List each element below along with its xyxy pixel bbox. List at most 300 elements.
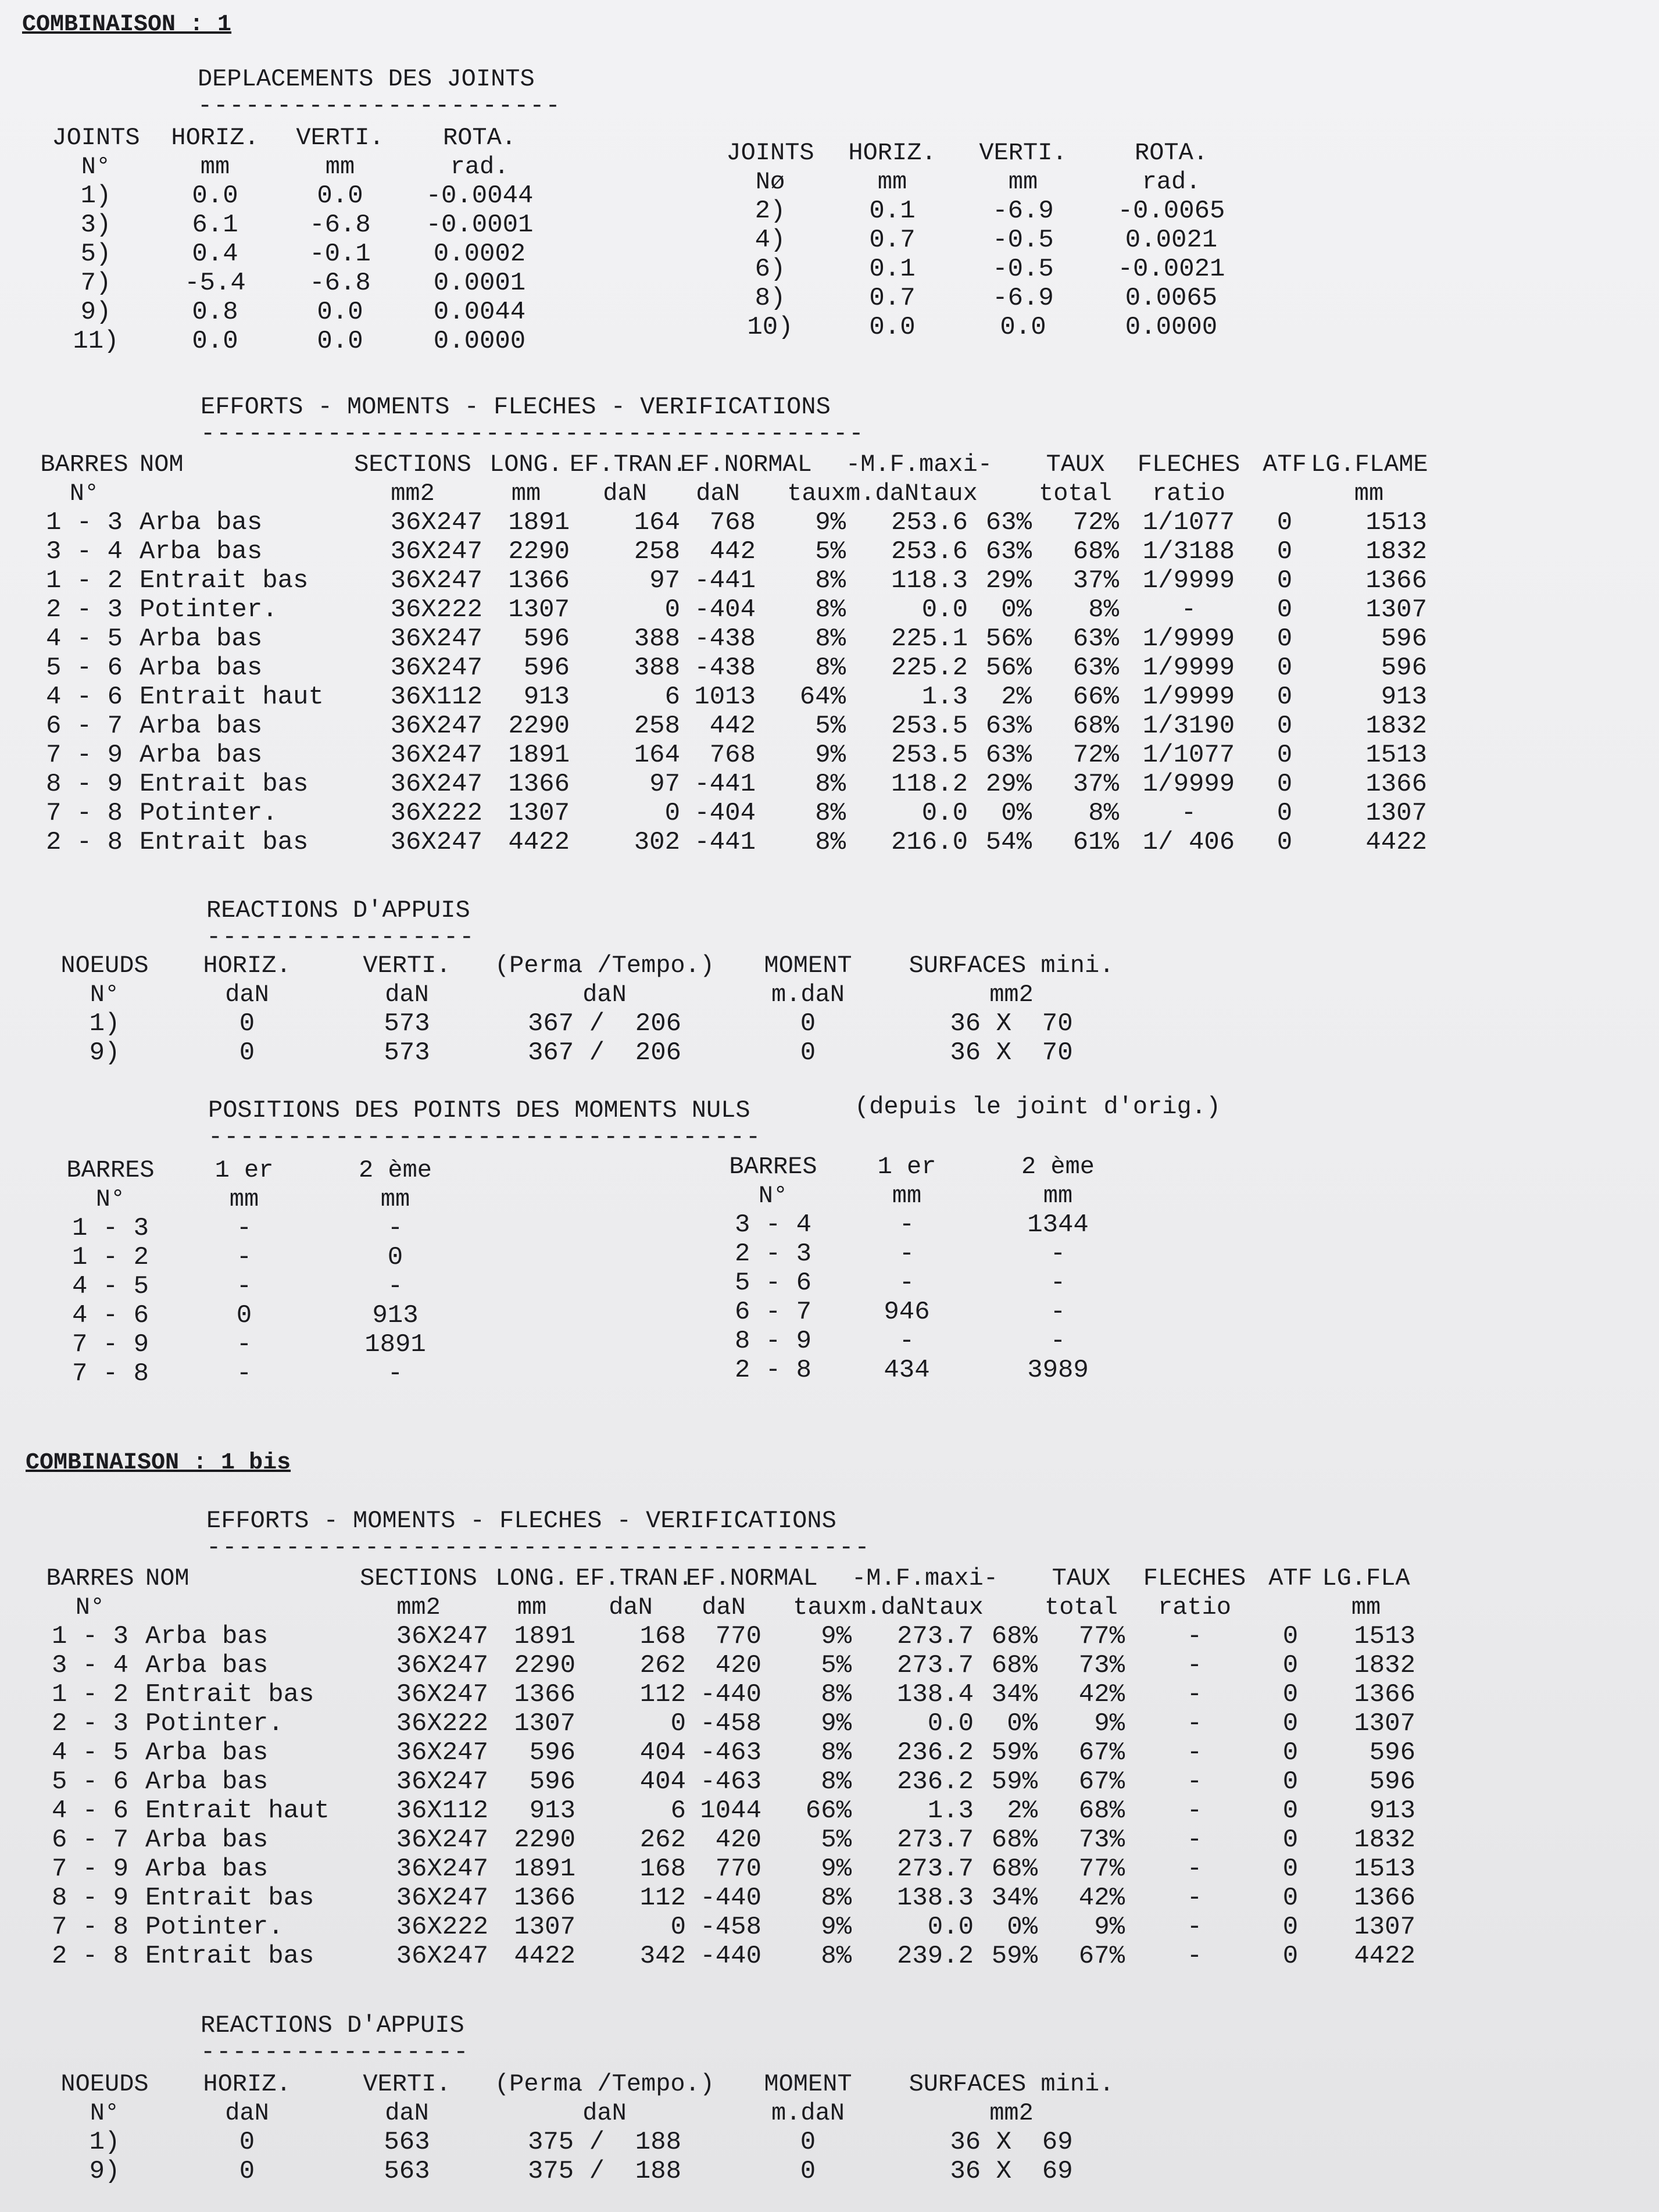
table-cell: 59% xyxy=(991,1738,1038,1767)
table-cell: 9% xyxy=(815,741,846,770)
table-cell: 1/3190 xyxy=(1142,712,1235,741)
table-cell: 946 xyxy=(884,1298,930,1327)
table-cell: 273.7 xyxy=(896,1622,974,1651)
table-cell: 77% xyxy=(1078,1854,1125,1884)
table-cell: 112 xyxy=(639,1680,686,1709)
table-cell: 11) xyxy=(73,327,119,356)
table-cell: 0 xyxy=(1282,1709,1299,1738)
table-cell: 36X247 xyxy=(396,1767,488,1796)
table-cell: - xyxy=(1181,799,1197,828)
table-cell: 36X247 xyxy=(396,1884,488,1913)
table-cell: 1832 xyxy=(1354,1651,1415,1680)
table-cell: 0 xyxy=(1282,1738,1299,1767)
table-cell: 66% xyxy=(1072,682,1119,712)
table-cell: 8 - 9 xyxy=(734,1327,812,1356)
table-cell: 1 - 2 xyxy=(71,1243,149,1272)
efforts-bis-title: EFFORTS - MOMENTS - FLECHES - VERIFICATIONS xyxy=(206,1507,836,1535)
table-cell: 0 xyxy=(1277,682,1293,712)
table-cell: - xyxy=(1186,1854,1203,1884)
column-header: EF.TRAN. xyxy=(570,451,687,478)
column-header: -M.F.maxi- xyxy=(852,1564,999,1592)
table-cell: 3) xyxy=(80,210,112,240)
table-cell: - xyxy=(236,1243,252,1272)
table-cell: 563 xyxy=(384,2128,430,2157)
table-cell: 67% xyxy=(1078,1767,1125,1796)
table-cell: 258 xyxy=(634,712,680,741)
table-cell: - xyxy=(1186,1767,1203,1796)
table-cell: - xyxy=(899,1239,915,1268)
table-cell: 2) xyxy=(755,196,786,226)
table-cell: 1891 xyxy=(514,1622,575,1651)
column-header: Nø xyxy=(755,168,785,196)
table-cell: 8% xyxy=(1088,595,1119,624)
column-header xyxy=(974,1564,1038,1593)
table-cell: 4 - 6 xyxy=(71,1301,149,1330)
column-header xyxy=(756,450,846,479)
table-cell: 5% xyxy=(821,1651,852,1680)
table-cell: 1891 xyxy=(508,508,570,537)
table-cell: 9) xyxy=(89,1038,120,1067)
positions-subtitle: (depuis le joint d'orig.) xyxy=(854,1093,1221,1121)
column-header: rad. xyxy=(450,153,509,181)
table-cell: 4422 xyxy=(1354,1942,1415,1971)
table-cell: 5% xyxy=(821,1825,852,1854)
table-cell: 8% xyxy=(815,799,846,828)
table-cell: 2 - 8 xyxy=(734,1356,812,1385)
column-header: JOINTS xyxy=(726,139,814,167)
table-cell: -440 xyxy=(700,1680,761,1709)
table-cell: 1832 xyxy=(1365,712,1427,741)
table-cell: 34% xyxy=(991,1680,1038,1709)
column-header: SECTIONS xyxy=(360,1564,477,1592)
table-cell: -0.1 xyxy=(309,240,371,269)
bar-name: Arba bas xyxy=(145,1825,269,1854)
column-header xyxy=(1264,1593,1317,1622)
table-cell: 563 xyxy=(384,2157,430,2186)
table-cell: 596 xyxy=(523,624,570,653)
table-cell: -0.0065 xyxy=(1117,196,1225,226)
table-cell: 6.1 xyxy=(192,210,238,240)
column-header: m.daN xyxy=(771,2099,845,2127)
table-cell: 1 - 2 xyxy=(51,1680,129,1709)
table-cell: 596 xyxy=(1369,1767,1415,1796)
table-cell: 913 xyxy=(1369,1796,1415,1825)
column-header: LONG. xyxy=(489,451,563,478)
table-cell: 1307 xyxy=(1354,1709,1415,1738)
table-cell: 0.7 xyxy=(869,284,916,313)
column-header: mm2 xyxy=(396,1593,441,1621)
table-cell: - xyxy=(1186,1709,1203,1738)
table-cell: 1891 xyxy=(514,1854,575,1884)
table-cell: -463 xyxy=(700,1738,761,1767)
table-cell: - xyxy=(1186,1942,1203,1971)
table-cell: 1.3 xyxy=(921,682,968,712)
table-cell: 36X247 xyxy=(396,1651,488,1680)
table-cell: 1307 xyxy=(1365,799,1427,828)
column-header: daN xyxy=(702,1593,746,1621)
table-cell: - xyxy=(1050,1298,1066,1327)
table-cell: 2 - 3 xyxy=(45,595,123,624)
table-cell: 1/3188 xyxy=(1142,537,1235,566)
column-header: ROTA. xyxy=(442,124,517,152)
table-cell: 367 / 206 xyxy=(527,1009,682,1038)
bar-name: Arba bas xyxy=(140,653,263,682)
table-cell: 404 xyxy=(639,1767,686,1796)
table-cell: 913 xyxy=(372,1301,419,1330)
table-cell: 0% xyxy=(1001,595,1032,624)
table-cell: 0 xyxy=(239,2157,255,2186)
column-header: VERTI. xyxy=(363,952,451,980)
table-cell: 0 xyxy=(664,595,680,624)
column-header: 1 er xyxy=(877,1153,936,1181)
table-cell: 0 xyxy=(664,799,680,828)
table-cell: 10) xyxy=(747,313,793,342)
table-cell: 9% xyxy=(821,1709,852,1738)
table-cell: -463 xyxy=(700,1767,761,1796)
table-cell: -0.0021 xyxy=(1117,255,1225,284)
table-cell: 63% xyxy=(985,508,1032,537)
column-header: mm xyxy=(511,480,541,508)
table-cell: 1513 xyxy=(1365,741,1427,770)
table-cell: 262 xyxy=(639,1825,686,1854)
column-header: LONG. xyxy=(495,1564,569,1592)
column-header: N° xyxy=(95,1185,126,1213)
table-cell: 36X222 xyxy=(390,799,482,828)
table-cell: 1/1077 xyxy=(1142,741,1235,770)
table-cell: 36X247 xyxy=(390,537,482,566)
reactions-bis-title: REACTIONS D'APPUIS xyxy=(201,2011,464,2039)
table-cell: 0 xyxy=(1277,624,1293,653)
column-header: daN xyxy=(603,480,647,508)
table-cell: 913 xyxy=(1381,682,1427,712)
table-cell: 0 xyxy=(800,1009,816,1038)
table-cell: 42% xyxy=(1078,1680,1125,1709)
column-header: BARRES xyxy=(40,451,128,478)
table-cell: 36X247 xyxy=(396,1680,488,1709)
table-cell: 29% xyxy=(985,566,1032,595)
column-header xyxy=(140,479,343,508)
table-cell: 97 xyxy=(649,770,680,799)
table-cell: 97 xyxy=(649,566,680,595)
table-cell: 2290 xyxy=(514,1651,575,1680)
table-cell: 1) xyxy=(89,2128,120,2157)
table-cell: 596 xyxy=(1381,624,1427,653)
bar-name: Arba bas xyxy=(140,508,263,537)
bar-name: Arba bas xyxy=(140,537,263,566)
column-header: 2 ème xyxy=(1021,1153,1095,1181)
table-cell: 4 - 6 xyxy=(51,1796,129,1825)
table-cell: 0 xyxy=(1282,1942,1299,1971)
efforts-bis-rule: ------------------------------------------ xyxy=(206,1534,871,1561)
column-header: daN xyxy=(385,981,429,1009)
table-cell: 1/9999 xyxy=(1142,566,1235,595)
column-header: BARRES xyxy=(729,1153,817,1181)
table-cell: 0 xyxy=(1277,653,1293,682)
table-cell: 236.2 xyxy=(896,1767,974,1796)
column-header: ATF xyxy=(1268,1564,1313,1592)
table-cell: 1/1077 xyxy=(1142,508,1235,537)
table-cell: 1307 xyxy=(508,595,570,624)
table-cell: 0 xyxy=(1282,1796,1299,1825)
table-cell: 0% xyxy=(1007,1709,1038,1738)
table-cell: 0 xyxy=(1277,741,1293,770)
table-cell: 9% xyxy=(821,1622,852,1651)
table-cell: 0.0 xyxy=(317,298,363,327)
column-header: BARRES xyxy=(66,1156,155,1184)
table-cell: 5 - 6 xyxy=(45,653,123,682)
table-cell: - xyxy=(899,1327,915,1356)
table-cell: 5 - 6 xyxy=(734,1268,812,1298)
table-cell: 0.1 xyxy=(869,255,916,284)
table-cell: - xyxy=(1050,1268,1066,1298)
efforts-table xyxy=(29,450,1427,857)
table-cell: 273.7 xyxy=(896,1651,974,1680)
table-cell: 262 xyxy=(639,1651,686,1680)
table-cell: 4) xyxy=(755,226,786,255)
table-cell: 596 xyxy=(529,1767,575,1796)
table-cell: 36X247 xyxy=(396,1622,488,1651)
column-header: m.daNtaux xyxy=(852,1593,984,1621)
column-header: N° xyxy=(81,153,111,181)
table-cell: 37% xyxy=(1072,566,1119,595)
table-cell: 7 - 9 xyxy=(71,1330,149,1359)
column-header: VERTI. xyxy=(979,139,1067,167)
table-cell: 4422 xyxy=(1365,828,1427,857)
table-cell: 1366 xyxy=(1365,770,1427,799)
table-cell: - xyxy=(1050,1327,1066,1356)
column-header: SURFACES mini. xyxy=(909,952,1114,980)
table-cell: 68% xyxy=(1072,537,1119,566)
bar-name: Entrait bas xyxy=(145,1680,314,1709)
table-cell: - xyxy=(899,1268,915,1298)
table-cell: 0 xyxy=(800,2128,816,2157)
column-header xyxy=(761,1564,852,1593)
column-header: daN xyxy=(225,981,269,1009)
table-cell: 0 xyxy=(1282,1680,1299,1709)
column-header: TAUX xyxy=(1052,1564,1111,1592)
table-cell: 36 X 70 xyxy=(950,1009,1073,1038)
table-cell: - xyxy=(1181,595,1197,624)
positions-table-left xyxy=(52,1156,471,1388)
table-cell: -6.8 xyxy=(309,269,371,298)
table-cell: 236.2 xyxy=(896,1738,974,1767)
table-cell: 56% xyxy=(985,624,1032,653)
table-cell: 68% xyxy=(991,1854,1038,1884)
table-cell: 1307 xyxy=(514,1709,575,1738)
table-cell: -441 xyxy=(694,566,756,595)
table-cell: 0.0 xyxy=(192,327,238,356)
table-cell: -0.0001 xyxy=(426,210,534,240)
table-cell: - xyxy=(236,1330,252,1359)
table-cell: 0.0 xyxy=(192,181,238,210)
table-cell: 0 xyxy=(800,2157,816,2186)
table-cell: 3 - 4 xyxy=(734,1210,812,1239)
column-header: MOMENT xyxy=(764,952,852,980)
table-cell: 164 xyxy=(634,508,680,537)
bar-name: Arba bas xyxy=(145,1738,269,1767)
table-cell: 1 - 2 xyxy=(45,566,123,595)
table-cell: 0 xyxy=(1277,537,1293,566)
table-cell: 258 xyxy=(634,537,680,566)
table-cell: -438 xyxy=(694,653,756,682)
table-cell: 596 xyxy=(1369,1738,1415,1767)
table-cell: 1513 xyxy=(1365,508,1427,537)
efforts-bis-table xyxy=(35,1564,1415,1971)
column-header: ratio xyxy=(1157,1593,1232,1621)
table-cell: -0.5 xyxy=(992,255,1054,284)
table-cell: 0 xyxy=(1277,508,1293,537)
column-header: HORIZ. xyxy=(848,139,936,167)
deplacements-title: DEPLACEMENTS DES JOINTS xyxy=(198,65,535,93)
column-header: JOINTS xyxy=(52,124,140,152)
table-cell: 7 - 8 xyxy=(51,1913,129,1942)
table-cell: 0 xyxy=(1282,1767,1299,1796)
bar-name: Entrait bas xyxy=(145,1942,314,1971)
bar-name: Entrait bas xyxy=(140,566,309,595)
table-cell: 239.2 xyxy=(896,1942,974,1971)
table-cell: 573 xyxy=(384,1009,430,1038)
deplacements-table-left xyxy=(35,123,552,356)
table-cell: 420 xyxy=(715,1825,761,1854)
table-cell: 225.1 xyxy=(891,624,968,653)
bar-name: Arba bas xyxy=(145,1622,269,1651)
table-cell: 54% xyxy=(985,828,1032,857)
table-cell: 72% xyxy=(1072,741,1119,770)
column-header: N° xyxy=(69,480,99,508)
table-cell: 2290 xyxy=(508,537,570,566)
table-cell: 2290 xyxy=(514,1825,575,1854)
table-cell: 8% xyxy=(815,828,846,857)
table-cell: 1/ 406 xyxy=(1142,828,1235,857)
table-cell: 1513 xyxy=(1354,1622,1415,1651)
table-cell: 216.0 xyxy=(891,828,968,857)
table-cell: 4 - 6 xyxy=(45,682,123,712)
table-cell: -6.9 xyxy=(992,284,1054,313)
table-cell: 1366 xyxy=(1365,566,1427,595)
column-header: 2 ème xyxy=(358,1156,432,1184)
table-cell: 302 xyxy=(634,828,680,857)
table-cell: 36 X 70 xyxy=(950,1038,1073,1067)
table-cell: - xyxy=(387,1214,403,1243)
table-cell: 0.0 xyxy=(1000,313,1046,342)
table-cell: 0 xyxy=(387,1243,403,1272)
column-header: SECTIONS xyxy=(354,451,471,478)
table-cell: 1891 xyxy=(364,1330,426,1359)
table-cell: 5% xyxy=(815,537,846,566)
table-cell: - xyxy=(236,1359,252,1388)
table-cell: 112 xyxy=(639,1884,686,1913)
column-header: EF.NORMAL xyxy=(680,451,812,478)
table-cell: -441 xyxy=(694,828,756,857)
table-cell: 0.0 xyxy=(869,313,916,342)
table-cell: 8% xyxy=(821,1738,852,1767)
table-cell: 375 / 188 xyxy=(527,2157,682,2186)
table-cell: 388 xyxy=(634,624,680,653)
table-cell: 2 - 3 xyxy=(734,1239,812,1268)
table-cell: 36X222 xyxy=(396,1913,488,1942)
table-cell: 0.0000 xyxy=(433,327,526,356)
table-cell: 0 xyxy=(1282,1913,1299,1942)
column-header: LG.FLA xyxy=(1322,1564,1410,1592)
table-cell: - xyxy=(1186,1825,1203,1854)
column-header: mm2 xyxy=(391,480,435,508)
table-cell: 913 xyxy=(529,1796,575,1825)
column-header: VERTI. xyxy=(296,124,384,152)
table-cell: 0% xyxy=(1001,799,1032,828)
column-header: mm xyxy=(380,1185,410,1213)
positions-table-right xyxy=(715,1152,1134,1385)
table-cell: 36X247 xyxy=(396,1942,488,1971)
table-cell: 1832 xyxy=(1365,537,1427,566)
table-cell: 7 - 9 xyxy=(45,741,123,770)
table-cell: 0.0 xyxy=(921,595,968,624)
table-cell: 0.0 xyxy=(927,1709,974,1738)
column-header: HORIZ. xyxy=(203,952,291,980)
reactions-rule: ----------------- xyxy=(206,923,475,951)
table-cell: 2% xyxy=(1007,1796,1038,1825)
table-cell: 1.3 xyxy=(927,1796,974,1825)
table-cell: 768 xyxy=(709,741,756,770)
combinaison-1-heading: COMBINAISON : 1 xyxy=(22,12,232,38)
column-header: daN xyxy=(609,1593,653,1621)
table-cell: 168 xyxy=(639,1854,686,1884)
table-cell: - xyxy=(1186,1796,1203,1825)
column-header: SURFACES mini. xyxy=(909,2070,1114,2098)
table-cell: 1 - 3 xyxy=(71,1214,149,1243)
table-cell: 1013 xyxy=(694,682,756,712)
bar-name: Entrait bas xyxy=(140,828,309,857)
table-cell: 73% xyxy=(1078,1651,1125,1680)
table-cell: 67% xyxy=(1078,1738,1125,1767)
table-cell: 77% xyxy=(1078,1622,1125,1651)
table-cell: - xyxy=(1186,1884,1203,1913)
bar-name: Arba bas xyxy=(140,712,263,741)
table-cell: 0% xyxy=(1007,1913,1038,1942)
table-cell: 442 xyxy=(709,537,756,566)
table-cell: 73% xyxy=(1078,1825,1125,1854)
table-cell: 420 xyxy=(715,1651,761,1680)
table-cell: 42% xyxy=(1078,1884,1125,1913)
table-cell: 1366 xyxy=(514,1680,575,1709)
table-cell: 0 xyxy=(1277,712,1293,741)
table-cell: 8% xyxy=(815,653,846,682)
table-cell: 367 / 206 xyxy=(527,1038,682,1067)
table-cell: 273.7 xyxy=(896,1854,974,1884)
table-cell: 34% xyxy=(991,1884,1038,1913)
table-cell: 118.2 xyxy=(891,770,968,799)
table-cell: - xyxy=(899,1210,915,1239)
column-header: daN xyxy=(696,480,740,508)
table-cell: 9% xyxy=(821,1913,852,1942)
table-cell: 68% xyxy=(991,1622,1038,1651)
table-cell: 7 - 9 xyxy=(51,1854,129,1884)
table-cell: 253.6 xyxy=(891,508,968,537)
bar-name: Arba bas xyxy=(140,624,263,653)
table-cell: 1/9999 xyxy=(1142,624,1235,653)
table-cell: 0.0065 xyxy=(1125,284,1218,313)
reactions-table xyxy=(47,951,1134,1067)
table-cell: 61% xyxy=(1072,828,1119,857)
table-cell: 8% xyxy=(815,624,846,653)
table-cell: 0.0000 xyxy=(1125,313,1218,342)
table-cell: 2 - 8 xyxy=(45,828,123,857)
column-header: VERTI. xyxy=(363,2070,451,2098)
column-header: daN xyxy=(582,2099,627,2127)
table-cell: 770 xyxy=(715,1622,761,1651)
column-header: m.daNtaux xyxy=(846,480,978,508)
table-cell: 0 xyxy=(1282,1884,1299,1913)
table-cell: 8% xyxy=(821,1767,852,1796)
